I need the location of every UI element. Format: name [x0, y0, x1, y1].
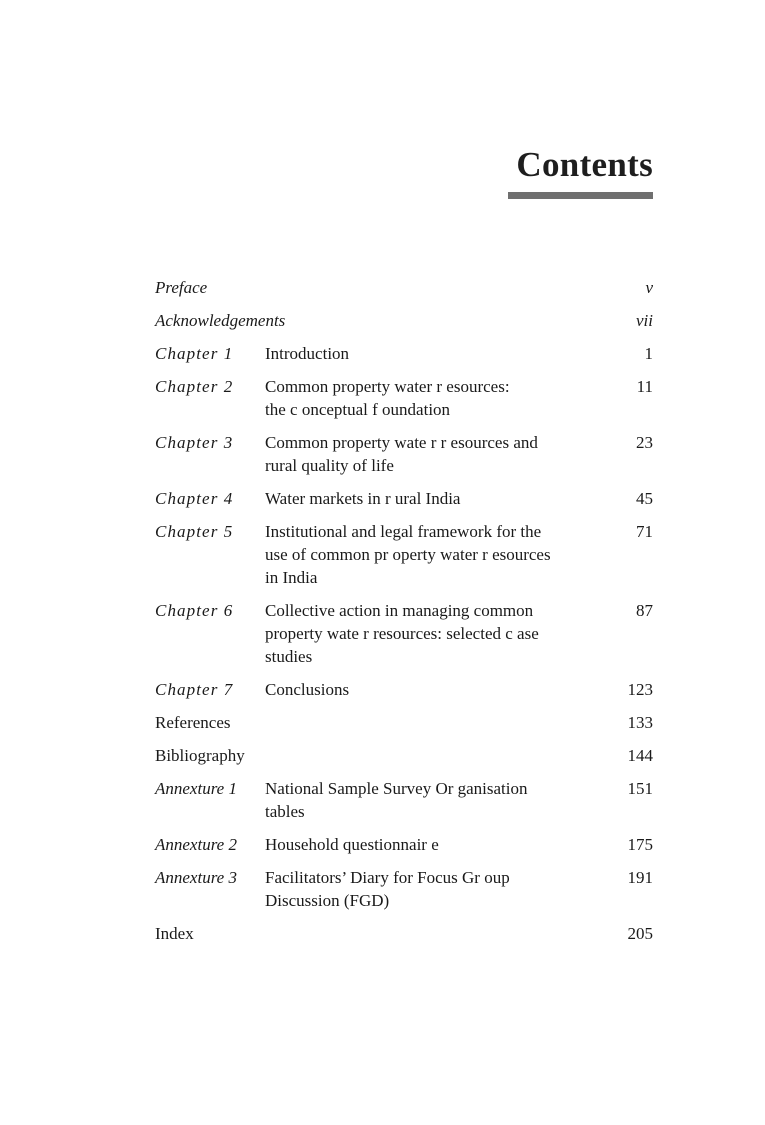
toc-entry-annexture-2[interactable] [155, 833, 653, 856]
toc-annexure-title [265, 777, 610, 823]
toc-chapter-label: Chapter 7 [155, 680, 234, 699]
toc-entry-index[interactable] [155, 922, 653, 945]
toc-entry-page: 1 [644, 344, 653, 363]
toc-entry-preface[interactable] [155, 276, 653, 299]
toc-title-line: Household questionnair e [265, 835, 439, 854]
toc-entry-label: Preface [155, 278, 208, 297]
toc-entry-chapter-5[interactable] [155, 520, 653, 589]
toc-chapter-title [265, 431, 610, 477]
toc-entry-label: Acknowledgements [155, 311, 286, 330]
toc-chapter-title [265, 342, 610, 365]
toc-chapter-label: Chapter 2 [155, 377, 234, 396]
toc-title-line: property wate r resources: selected c ase [265, 624, 539, 643]
toc-annexure-title [265, 866, 610, 912]
toc-entry-page: 23 [636, 433, 653, 452]
page-title: Contents [516, 145, 653, 184]
toc-entry-page: 11 [636, 377, 653, 396]
toc-entry-chapter-3[interactable] [155, 431, 653, 477]
table-of-contents [155, 276, 653, 955]
toc-entry-page: 45 [636, 489, 653, 508]
toc-title-line: Introduction [265, 344, 350, 363]
toc-annexure-label: Annexture 2 [155, 835, 237, 854]
toc-title-line: Common property water r esources: [265, 377, 510, 396]
toc-entry-page: 144 [627, 746, 653, 765]
toc-entry-chapter-4[interactable] [155, 487, 653, 510]
toc-title-line: in India [265, 568, 318, 587]
toc-entry-annexture-1[interactable] [155, 777, 653, 823]
title-underline-rule [508, 192, 653, 199]
toc-title-line: Discussion (FGD) [265, 891, 390, 910]
toc-entry-page: v [645, 278, 653, 297]
toc-title-line: Collective action in managing common [265, 601, 534, 620]
toc-entry-page: 191 [627, 868, 653, 887]
toc-chapter-title [265, 487, 610, 510]
toc-title-line: Facilitators’ Diary for Focus Gr oup [265, 868, 510, 887]
toc-entry-page: 205 [627, 924, 653, 943]
toc-entry-bibliography[interactable] [155, 744, 653, 767]
toc-annexure-label: Annexture 1 [155, 779, 237, 798]
toc-title-line: Institutional and legal framework for the [265, 522, 542, 541]
toc-entry-annexture-3[interactable] [155, 866, 653, 912]
toc-entry-chapter-7[interactable] [155, 678, 653, 701]
contents-heading [508, 142, 653, 199]
toc-entry-page: 175 [627, 835, 653, 854]
toc-chapter-label: Chapter 6 [155, 601, 234, 620]
toc-entry-chapter-2[interactable] [155, 375, 653, 421]
toc-entry-chapter-1[interactable] [155, 342, 653, 365]
toc-title-line: Water markets in r ural India [265, 489, 461, 508]
toc-chapter-title [265, 375, 610, 421]
toc-entry-page: 133 [627, 713, 654, 732]
toc-entry-acknowledgements[interactable] [155, 309, 653, 332]
toc-annexure-title [265, 833, 610, 856]
toc-title-line: tables [265, 802, 305, 821]
toc-title-line: Conclusions [265, 680, 350, 699]
toc-entry-page: 71 [636, 522, 653, 541]
toc-entry-page: vii [636, 311, 654, 330]
toc-chapter-label: Chapter 4 [155, 489, 234, 508]
toc-chapter-label: Chapter 3 [155, 433, 234, 452]
toc-chapter-label: Chapter 1 [155, 344, 234, 363]
toc-title-line: National Sample Survey Or ganisation [265, 779, 528, 798]
toc-title-line: Common property wate r r esources and [265, 433, 538, 452]
toc-entry-label: Bibliography [155, 746, 245, 765]
toc-entry-label: Index [155, 924, 194, 943]
toc-entry-references[interactable] [155, 711, 653, 734]
toc-title-line: rural quality of life [265, 456, 394, 475]
toc-chapter-title [265, 599, 610, 668]
toc-title-line: studies [265, 647, 313, 666]
toc-title-line: use of common pr operty water r esources [265, 545, 551, 564]
toc-entry-page: 151 [627, 779, 653, 798]
toc-entry-page: 87 [636, 601, 653, 620]
toc-entry-label: References [155, 713, 231, 732]
toc-title-line: the c onceptual f oundation [265, 400, 451, 419]
toc-chapter-label: Chapter 5 [155, 522, 234, 541]
toc-chapter-title [265, 520, 610, 589]
toc-entry-page: 123 [627, 680, 653, 699]
toc-chapter-title [265, 678, 610, 701]
toc-annexure-label: Annexture 3 [155, 868, 237, 887]
toc-entry-chapter-6[interactable] [155, 599, 653, 668]
